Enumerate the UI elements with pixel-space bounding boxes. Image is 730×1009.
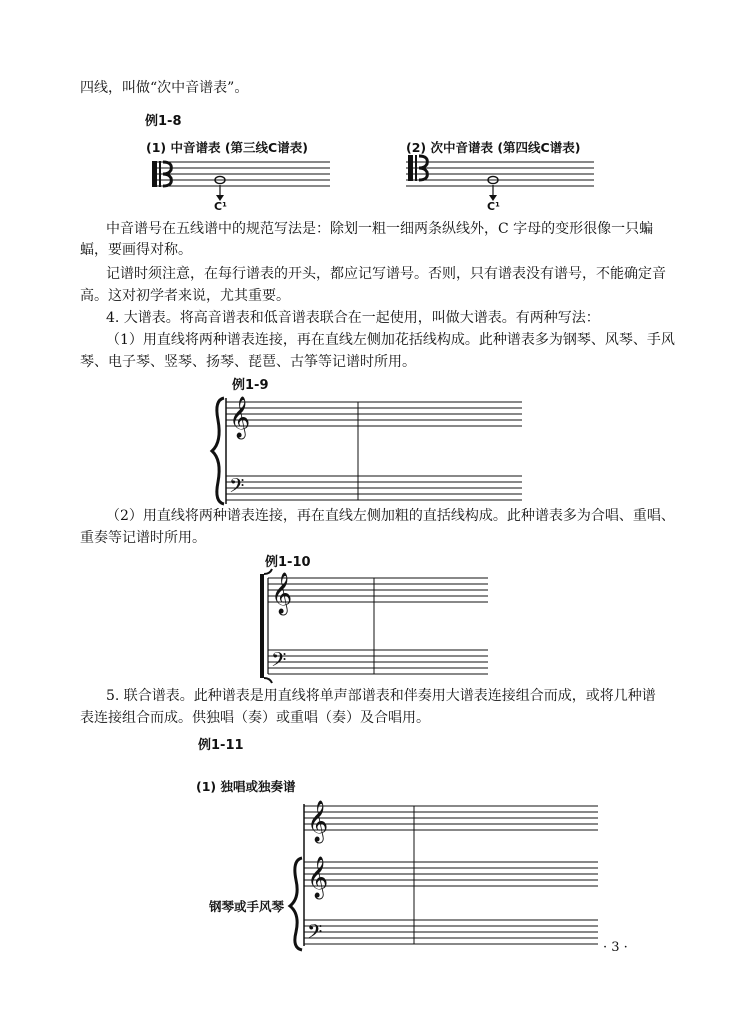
paragraph-line: （1）用直线将两种谱表连接，再在直线左侧加花括线构成。此种谱表多为钢琴、风琴、手风 xyxy=(106,332,675,348)
paragraph-line: 高。这对初学者来说，尤其重要。 xyxy=(80,288,290,304)
paragraph-line: 四线，叫做“次中音谱表”。 xyxy=(80,80,249,96)
bass-clef-icon: 𝄢 xyxy=(307,920,323,948)
paragraph-line: 蝠，要画得对称。 xyxy=(80,242,192,258)
example-label: 例1-10 xyxy=(265,555,311,570)
grand-staff-bracket xyxy=(258,572,498,682)
example-label: 例1-9 xyxy=(232,378,269,393)
brace-icon xyxy=(290,858,302,950)
paragraph-line: 重奏等记谱时所用。 xyxy=(80,530,206,546)
paragraph-line: 4. 大谱表。将高音谱表和低音谱表联合在一起使用，叫做大谱表。有两种写法： xyxy=(106,310,600,326)
tenor-clef-caption: (2) 次中音谱表 (第四线C谱表) xyxy=(406,140,581,155)
treble-clef-icon: 𝄞 xyxy=(307,857,329,898)
brace-icon xyxy=(212,398,224,504)
c1-label: C¹ xyxy=(487,200,500,213)
c1-label: C¹ xyxy=(214,200,227,213)
bracket-icon xyxy=(260,574,264,678)
piano-caption: 钢琴或手风琴 xyxy=(209,899,285,914)
solo-caption: (1) 独唱或独奏谱 xyxy=(196,779,296,794)
joint-staff xyxy=(288,800,608,950)
paragraph-line: 5. 联合谱表。此种谱表是用直线将单声部谱表和伴奏用大谱表连接组合而成，或将几种谱 xyxy=(106,688,656,704)
page-number: · 3 · xyxy=(603,940,628,955)
bass-clef-icon: 𝄢 xyxy=(229,474,245,502)
treble-clef-icon: 𝄞 xyxy=(307,801,329,842)
paragraph-line: 中音谱号在五线谱中的规范写法是：除划一粗一细两条纵线外，C 字母的变形很像一只蝙 xyxy=(106,221,654,237)
paragraph-line: （2）用直线将两种谱表连接，再在直线左侧加粗的直括线构成。此种谱表多为合唱、重唱、 xyxy=(106,508,675,524)
grand-staff-brace xyxy=(210,396,530,511)
paragraph-line: 琴、电子琴、竖琴、扬琴、琵琶、古筝等记谱时所用。 xyxy=(80,354,416,370)
example-label: 例1-11 xyxy=(198,738,244,753)
tenor-clef-staff xyxy=(404,155,604,225)
example-label: 例1-8 xyxy=(145,114,182,129)
alto-clef-caption: (1) 中音谱表 (第三线C谱表) xyxy=(146,140,308,155)
paragraph-line: 记谱时须注意，在每行谱表的开头，都应记写谱号。否则，只有谱表没有谱号，不能确定音 xyxy=(106,266,666,282)
bass-clef-icon: 𝄢 xyxy=(271,648,287,676)
alto-clef-staff xyxy=(140,155,340,225)
treble-clef-icon: 𝄞 xyxy=(229,397,251,438)
treble-clef-icon: 𝄞 xyxy=(271,573,293,614)
paragraph-line: 表连接组合而成。供独唱（奏）或重唱（奏）及合唱用。 xyxy=(80,710,430,726)
